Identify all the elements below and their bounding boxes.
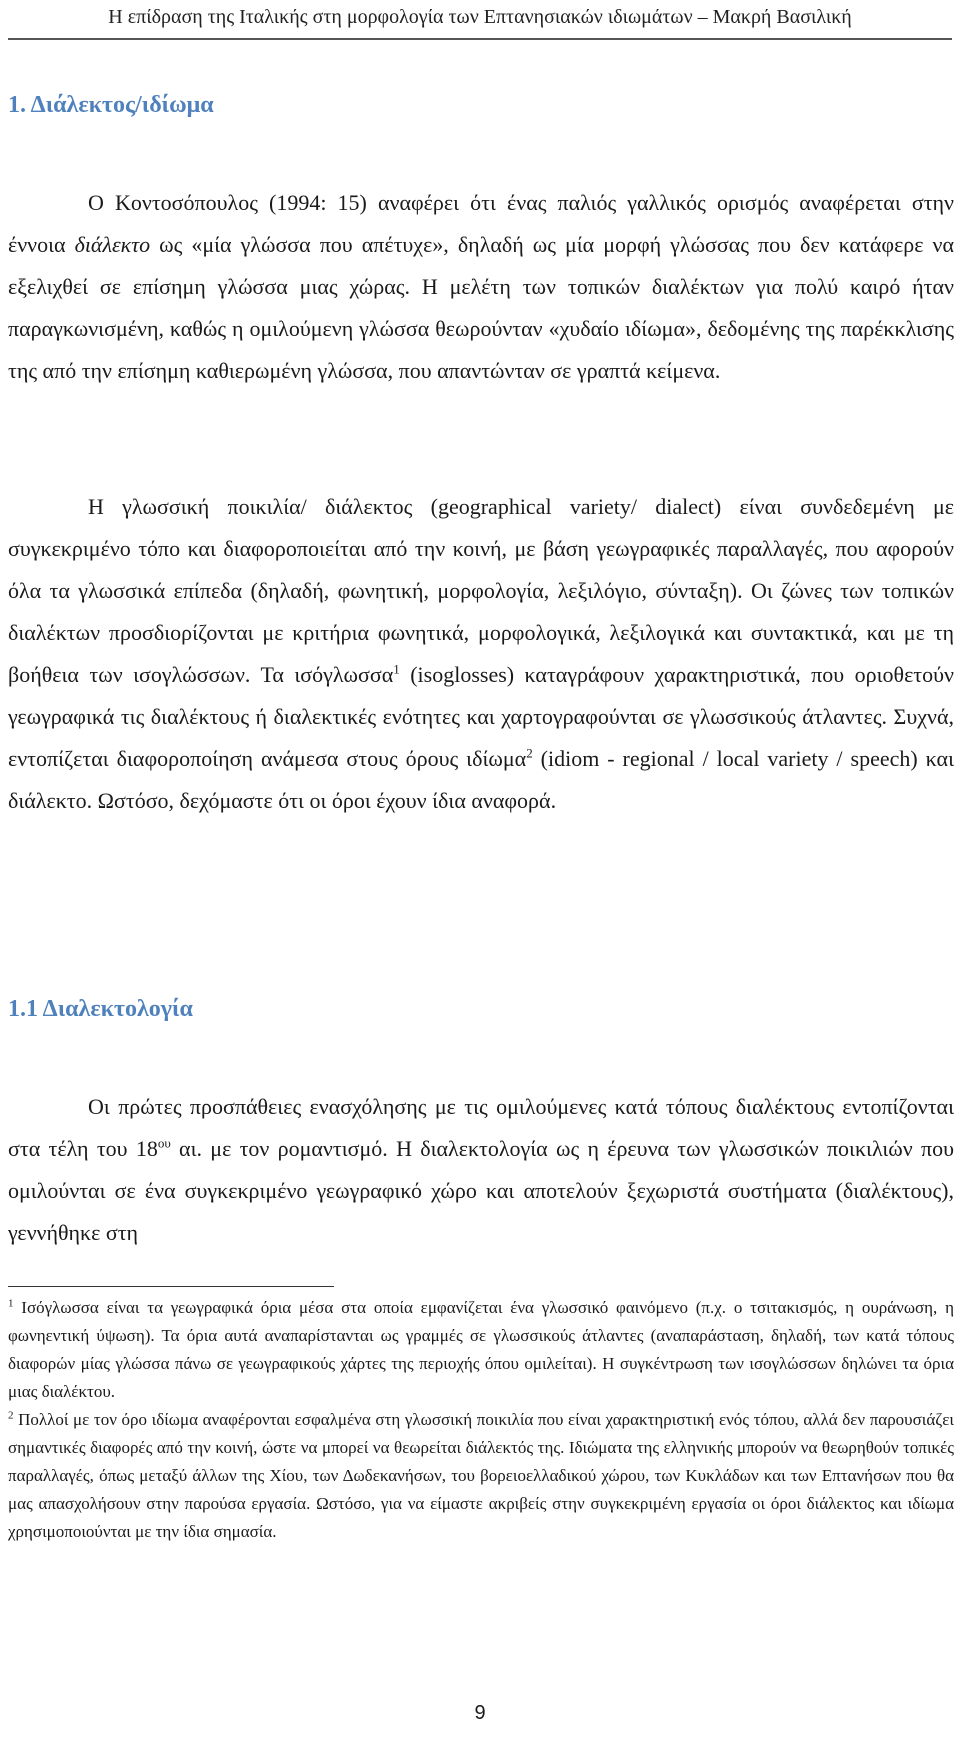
ordinal-superscript: ου [157,1135,171,1151]
paragraph-dialectology [8,1086,954,1254]
paragraph-text: αι. με τον ρομαντισμό. Η διαλεκτολογία ως η έρευνα των γλωσσικών ποικιλιών που ομιλούνται σε ένα συγκεκριμένο γεωγραφικό χώρο και αποτελούν ξεχωριστά συστήματα (διαλέκτους), γεννήθηκε στη [8,1136,954,1245]
footnote-text: Πολλοί με τον όρο ιδίωμα αναφέρονται εσφαλμένα στη γλωσσική ποικιλία που είναι χαρακτηριστική ενός τόπου, αλλά δεν παρουσιάζει σημαντικές διαφορές από την κοινή, ώστε να μπορεί να θεωρείται διάλεκτός της. Ιδιώματα της ελληνικής μπορούν να θεωρηθούν τοπικές παραλλαγές, όπως μεταξύ άλλων της Χίου, των Δωδεκανήσων, του βορειοελλαδικού χώρου, των Κυκλάδων και των Επτανήσων που θα μας απασχολήσουν στην παρούσα εργασία. Ωστόσο, για να είμαστε ακριβείς στην συγκεκριμένη εργασία οι όροι διάλεκτος και ιδίωμα χρησιμοποιούνται με την ίδια σημασία. [8,1410,954,1541]
running-header: Η επίδραση της Ιταλικής στη μορφολογία των Επτανησιακών ιδιωμάτων – Μακρή Βασιλική [108,6,852,28]
section-heading-dialect: 1. Διάλεκτος/ιδίωμα [8,92,214,118]
paragraph-text: Οι πρώτες προσπάθειες ενασχόλησης με τις ομιλούμενες κατά τόπους διαλέκτους εντοπίζονται στα τέλη του 18 [8,1094,954,1161]
paragraph-linguistic-variety [8,486,954,822]
footnote-ref-2: 2 [526,745,533,761]
paragraph-text: Η γλωσσική ποικιλία/ διάλεκτος (geographical variety/ dialect) είναι συνδεδεμένη με συγκεκριμένο τόπο και διαφοροποιείται από την κοινή, με βάση γεωγραφικές παραλλαγές, που αφορούν όλα τα γλωσσικά επίπεδα (δηλαδή, φωνητική, μορφολογία, λεξιλόγιο, σύνταξη). Οι ζώνες των τοπικών διαλέκτων προσδιορίζονται με κριτήρια φωνητικά, μορφολογικά, λεξιλογικά και συντακτικά, και με τη βοήθεια των ισογλώσσων. Τα ισόγλωσσα [8,494,954,687]
paragraph-dialect-definition [8,182,954,392]
footnote-text: Ισόγλωσσα είναι τα γεωγραφικά όρια μέσα στα οποία εμφανίζεται ένα γλωσσικό φαινόμενο (π.χ. ο τσιτακισμός, η ουράνωση, η φωνηεντική ύψωση). Τα όρια αυτά αναπαρίστανται ως γραμμές σε γλωσσικούς άτλαντες (αναπαράσταση, δηλαδή, των κατά τόπους διαφορών μίας γλώσσα πάνω σε γεωγραφικούς χάρτες της περιοχής όπου ομιλείται). Η συγκέντρωση των ισογλώσσων δηλώνει τα όρια μιας διαλέκτου. [8,1298,954,1401]
footnote-number: 2 [8,1409,14,1422]
header-rule [8,38,952,40]
footnote-number: 1 [8,1297,14,1310]
footnote-ref-1: 1 [393,661,400,677]
italic-term: διάλεκτο [74,232,151,257]
paragraph-text: (idiom - regional / local variety / speech) και διάλεκτο. Ωστόσο, δεχόμαστε ότι οι όροι έχουν ίδια αναφορά. [8,746,954,813]
paragraph-text: Ο Κοντοσόπουλος (1994: 15) αναφέρει ότι ένας παλιός γαλλικός ορισμός αναφέρεται στην έννοια [8,190,954,257]
footnotes [8,1294,954,1546]
page-number: 9 [474,1702,486,1724]
footnote-2 [8,1406,954,1546]
paragraph-text: ως «μία γλώσσα που απέτυχε», δηλαδή ως μία μορφή γλώσσας που δεν κατάφερε να εξελιχθεί σε επίσημη γλώσσα μιας χώρας. Η μελέτη των τοπικών διαλέκτων για πολύ καιρό ήταν παραγκωνισμένη, καθώς η ομιλούμενη γλώσσα θεωρούνταν «χυδαίο ιδίωμα», δεδομένης της παρέκκλισης της από την επίσημη καθιερωμένη γλώσσα, που απαντώνταν σε γραπτά κείμενα. [8,232,955,383]
footnote-separator [8,1286,334,1287]
paragraph-text: (isoglosses) καταγράφουν χαρακτηριστικά, που οριοθετούν γεωγραφικά τις διαλέκτους ή διαλεκτικές ενότητες και χαρτογραφούνται σε γλωσσικούς άτλαντες. Συχνά, εντοπίζεται διαφοροποίηση ανάμεσα στους όρους ιδίωμα [8,662,954,771]
footnote-1 [8,1294,954,1406]
section-heading-dialectology: 1.1 Διαλεκτολογία [8,996,193,1022]
